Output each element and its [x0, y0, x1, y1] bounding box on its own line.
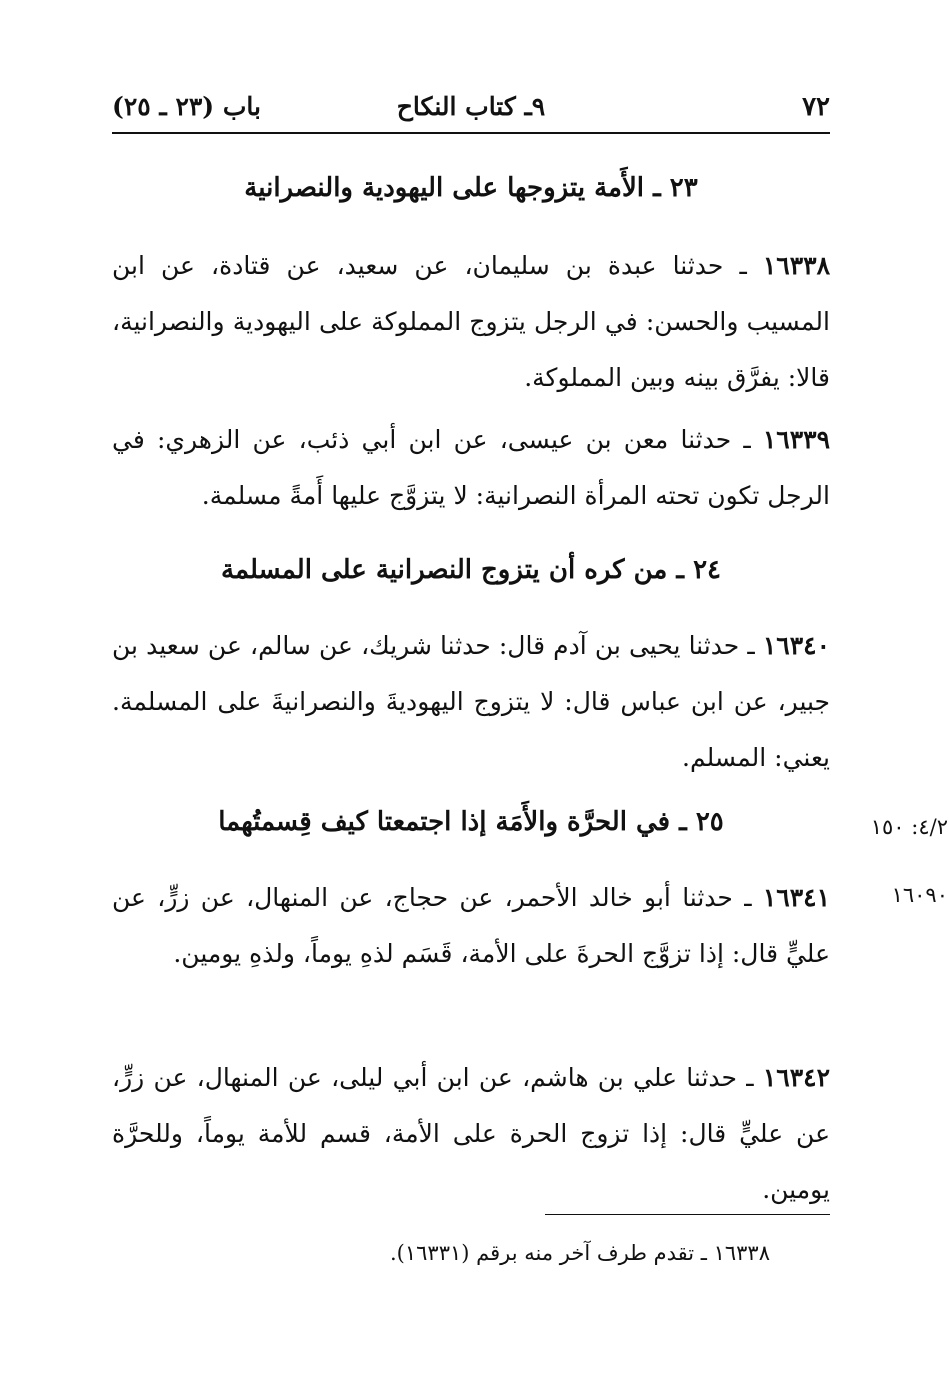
hadith-16338: [112, 238, 830, 406]
header-divider: [112, 132, 830, 134]
hadith-number: ١٦٣٤٢: [762, 1063, 830, 1092]
section-heading-24: ٢٤ ـ من كره أن يتزوج النصرانية على المسلمة: [221, 555, 721, 585]
chapter-range: باب (٢٣ ـ ٢٥): [112, 92, 261, 121]
margin-reference-volume: ٤/٢: ١٥٠: [870, 815, 948, 839]
margin-reference-number: ١٦٠٩٠: [891, 883, 948, 907]
hadith-16342: [112, 1050, 830, 1218]
hadith-text: ـ حدثنا أبو خالد الأحمر، عن حجاج، عن المنهال، عن زرٍّ، عن عليٍّ قال: إذا تزوَّج الحرةَ على الأمة، قَسَم لذهِ يوماً، ولذهِ يومين.: [112, 883, 830, 968]
hadith-16340: [112, 618, 830, 786]
book-title: ٩ـ كتاب النكاح: [396, 92, 546, 121]
section-heading-25: ٢٥ ـ في الحرَّة والأَمَة إذا اجتمعتا كيف قِسمتُهما: [218, 807, 724, 837]
hadith-number: ١٦٣٣٩: [762, 425, 830, 454]
footnote: ١٦٣٣٨ ـ تقدم طرف آخر منه برقم (١٦٣٣١).: [389, 1241, 770, 1265]
section-heading-23: ٢٣ ـ الأَمة يتزوجها على اليهودية والنصرانية: [244, 173, 698, 203]
hadith-16341: [112, 870, 830, 982]
hadith-number: ١٦٣٤١: [762, 883, 830, 912]
hadith-number: ١٦٣٤٠: [762, 631, 830, 660]
hadith-text: ـ حدثنا معن بن عيسى، عن ابن أبي ذئب، عن الزهري: في الرجل تكون تحته المرأة النصرانية: لا يتزوَّج عليها أَمةً مسلمة.: [112, 425, 830, 510]
hadith-text: ـ حدثنا يحيى بن آدم قال: حدثنا شريك، عن سالم، عن سعيد بن جبير، عن ابن عباس قال: لا يتزوج اليهوديةَ والنصرانيةَ على المسلمة. يعني: المسلم.: [112, 631, 830, 772]
hadith-16339: [112, 412, 830, 524]
hadith-text: ـ حدثنا علي بن هاشم، عن ابن أبي ليلى، عن المنهال، عن زرٍّ، عن عليٍّ قال: إذا تزوج الحرة على الأمة، قسم للأمة يوماً، وللحرَّة يومين.: [112, 1063, 830, 1204]
running-header: [112, 86, 830, 126]
hadith-text: ـ حدثنا عبدة بن سليمان، عن سعيد، عن قتادة، عن ابن المسيب والحسن: في الرجل يتزوج المملوكة على اليهودية والنصرانية، قالا: يفرَّق بينه وبين المملوكة.: [112, 251, 830, 392]
footnote-divider: [545, 1214, 830, 1215]
hadith-number: ١٦٣٣٨: [762, 251, 830, 280]
page-number: ٧٢: [802, 92, 830, 122]
